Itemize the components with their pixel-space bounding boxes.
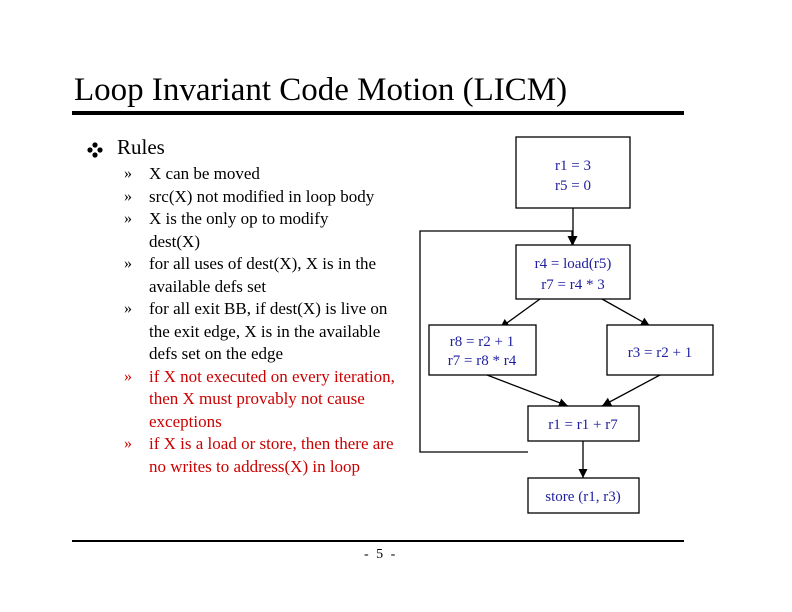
cfg-node-bb4 — [607, 325, 713, 375]
slide-title: Loop Invariant Code Motion (LICM) — [74, 72, 568, 108]
rule-text: src(X) not modified in loop body — [149, 186, 375, 206]
rule-marker: » — [124, 300, 132, 317]
cfg-node-bb5 — [528, 406, 639, 441]
cfg-node-bb3 — [429, 325, 536, 375]
rule-marker: » — [124, 187, 132, 205]
node-line: r7 = r4 * 3 — [541, 277, 605, 293]
node-line: r4 = load(r5) — [534, 256, 612, 272]
edge-bb4-bb5 — [602, 375, 660, 406]
rule-text: for all uses of dest(X), X is in the available defs set — [149, 254, 377, 296]
edge-bb3-bb5 — [487, 375, 568, 406]
rules-heading: Rules — [117, 135, 165, 159]
rule-marker: » — [124, 210, 132, 227]
edge-bb2-bb4 — [602, 299, 650, 326]
node-line: r7 = r8 * r4 — [447, 353, 517, 369]
cfg-node-bb1 — [516, 137, 630, 208]
node-line: r8 = r2 + 1 — [449, 334, 515, 350]
rule-marker: » — [124, 255, 132, 272]
node-line: store (r1, r3) — [545, 489, 621, 505]
rule-text: X can be moved — [149, 164, 260, 183]
node-line: r1 = 3 — [555, 158, 591, 174]
footer-rule — [72, 540, 684, 542]
rule-text: X is the only op to modify dest(X) — [149, 209, 329, 251]
rule-marker: » — [124, 367, 132, 385]
edge-bb2-bb3 — [500, 299, 540, 328]
node-line: r1 = r1 + r7 — [548, 417, 618, 433]
page-number: - 5 - — [364, 547, 398, 562]
cfg-node-bb6 — [528, 478, 639, 513]
rule-text: if X not executed on every iteration, then X must provably not cause exceptions — [149, 366, 395, 431]
rule-text: if X is a load or store, then there are no writes to address(X) in loop — [149, 434, 394, 476]
rule-marker: » — [124, 165, 132, 182]
cfg-node-bb2 — [516, 245, 630, 299]
node-line: r5 = 0 — [555, 178, 591, 194]
rule-marker: » — [124, 435, 132, 452]
rule-text: for all exit BB, if dest(X) is live on the exit edge, X is in the available defs set on the edge — [149, 299, 388, 363]
node-line: r3 = r2 + 1 — [627, 345, 693, 361]
